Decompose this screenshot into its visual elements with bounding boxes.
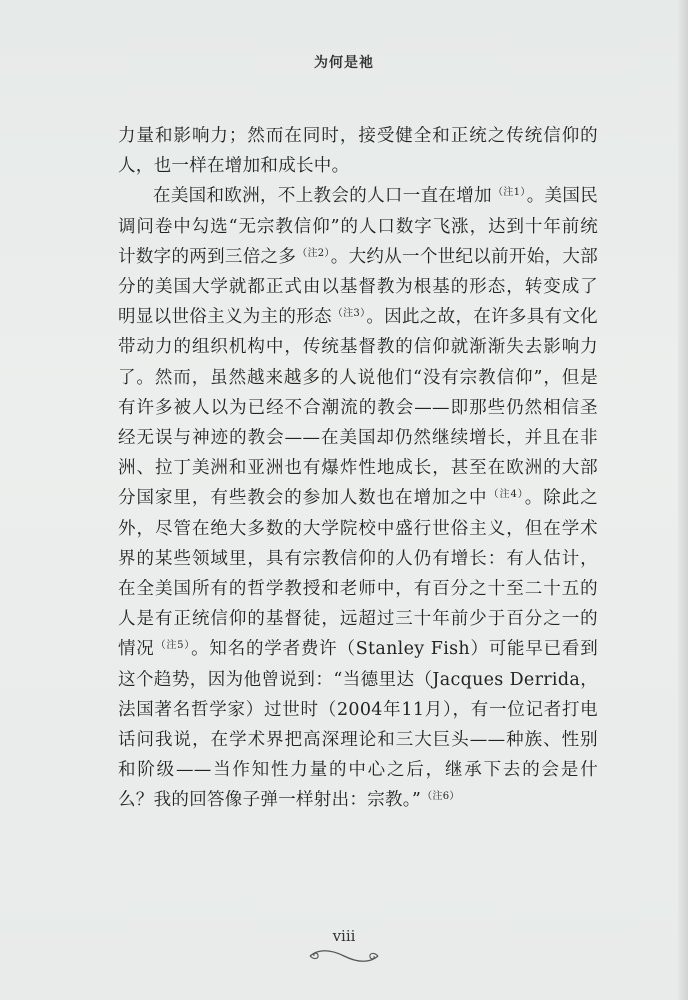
footnote-ref-5: （注5） — [155, 640, 191, 652]
text-segment: 。除此之外，尽管在绝大多数的大学院校中盛行世俗主义，但在学术界的某些领域里，具有宗教信仰的人仍有增长：有人估计，在全美国所有的哲学教授和老师中，有百分之十至二十五的人是有正统信仰的基督徒，远超过三十年前少于百分之一的情况 — [118, 488, 599, 660]
page-number: viii — [332, 927, 356, 945]
text-segment: 。美国民调问卷中勾选“无宗教信仰”的人口数字飞涨，达到十年前统计数字的两到三倍之多 — [118, 186, 599, 267]
page-edge — [678, 0, 688, 1000]
footnote-ref-3: （注3） — [332, 308, 366, 320]
page-footer — [0, 927, 688, 965]
text-segment: 。因此之故，在许多具有文化带动力的组织机构中，传统基督教的信仰就渐渐失去影响力了。然而，虽然越来越多的人说他们“没有宗教信仰”，但是有许多被人以为已经不合潮流的教会——即那些仍然相信圣经无误与神迹的教会——在美国却仍然继续增长，并且在非洲、拉丁美洲和亚洲也有爆炸性地成长，甚至在欧洲的大部分国家里，有些教会的参加人数也在增加之中 — [118, 307, 598, 509]
main-text — [118, 121, 598, 816]
footnote-ref-6: （注6） — [422, 791, 460, 803]
paragraph-1: 力量和影响力；然而在同时，接受健全和正统之传统信仰的人，也一样在增加和成长中。 — [118, 126, 598, 177]
text-segment: 在美国和欧洲，不上教会的人口一直在增加 — [153, 186, 492, 207]
footnote-ref-2: （注2） — [297, 247, 330, 259]
text-segment: 。大约从一个世纪以前开始，大部分的美国大学就都正式由以基督教为根基的形态，转变成了明显以世俗主义为主的形态 — [118, 246, 598, 328]
footnote-ref-4: （注4） — [488, 489, 524, 501]
text-segment: 。知名的学者费许（Stanley Fish）可能早已看到这个趋势，因为他曾说到：“当德里达（Jacques Derrida，法国著名哲学家）过世时（2004年11月），有一位记者打电话问我说，在学术界把高深理论和三大巨头——种族、性别和阶级——当作知性力量的中心之后，继承下去的会是什么？我的回答像子弹一样射出：宗教。” — [118, 639, 598, 811]
running-header: 为何是祂 — [314, 55, 374, 71]
paragraph-2 — [118, 181, 598, 815]
footnote-ref-1: （注1） — [492, 187, 526, 199]
scroll-ornament-icon — [304, 947, 384, 965]
